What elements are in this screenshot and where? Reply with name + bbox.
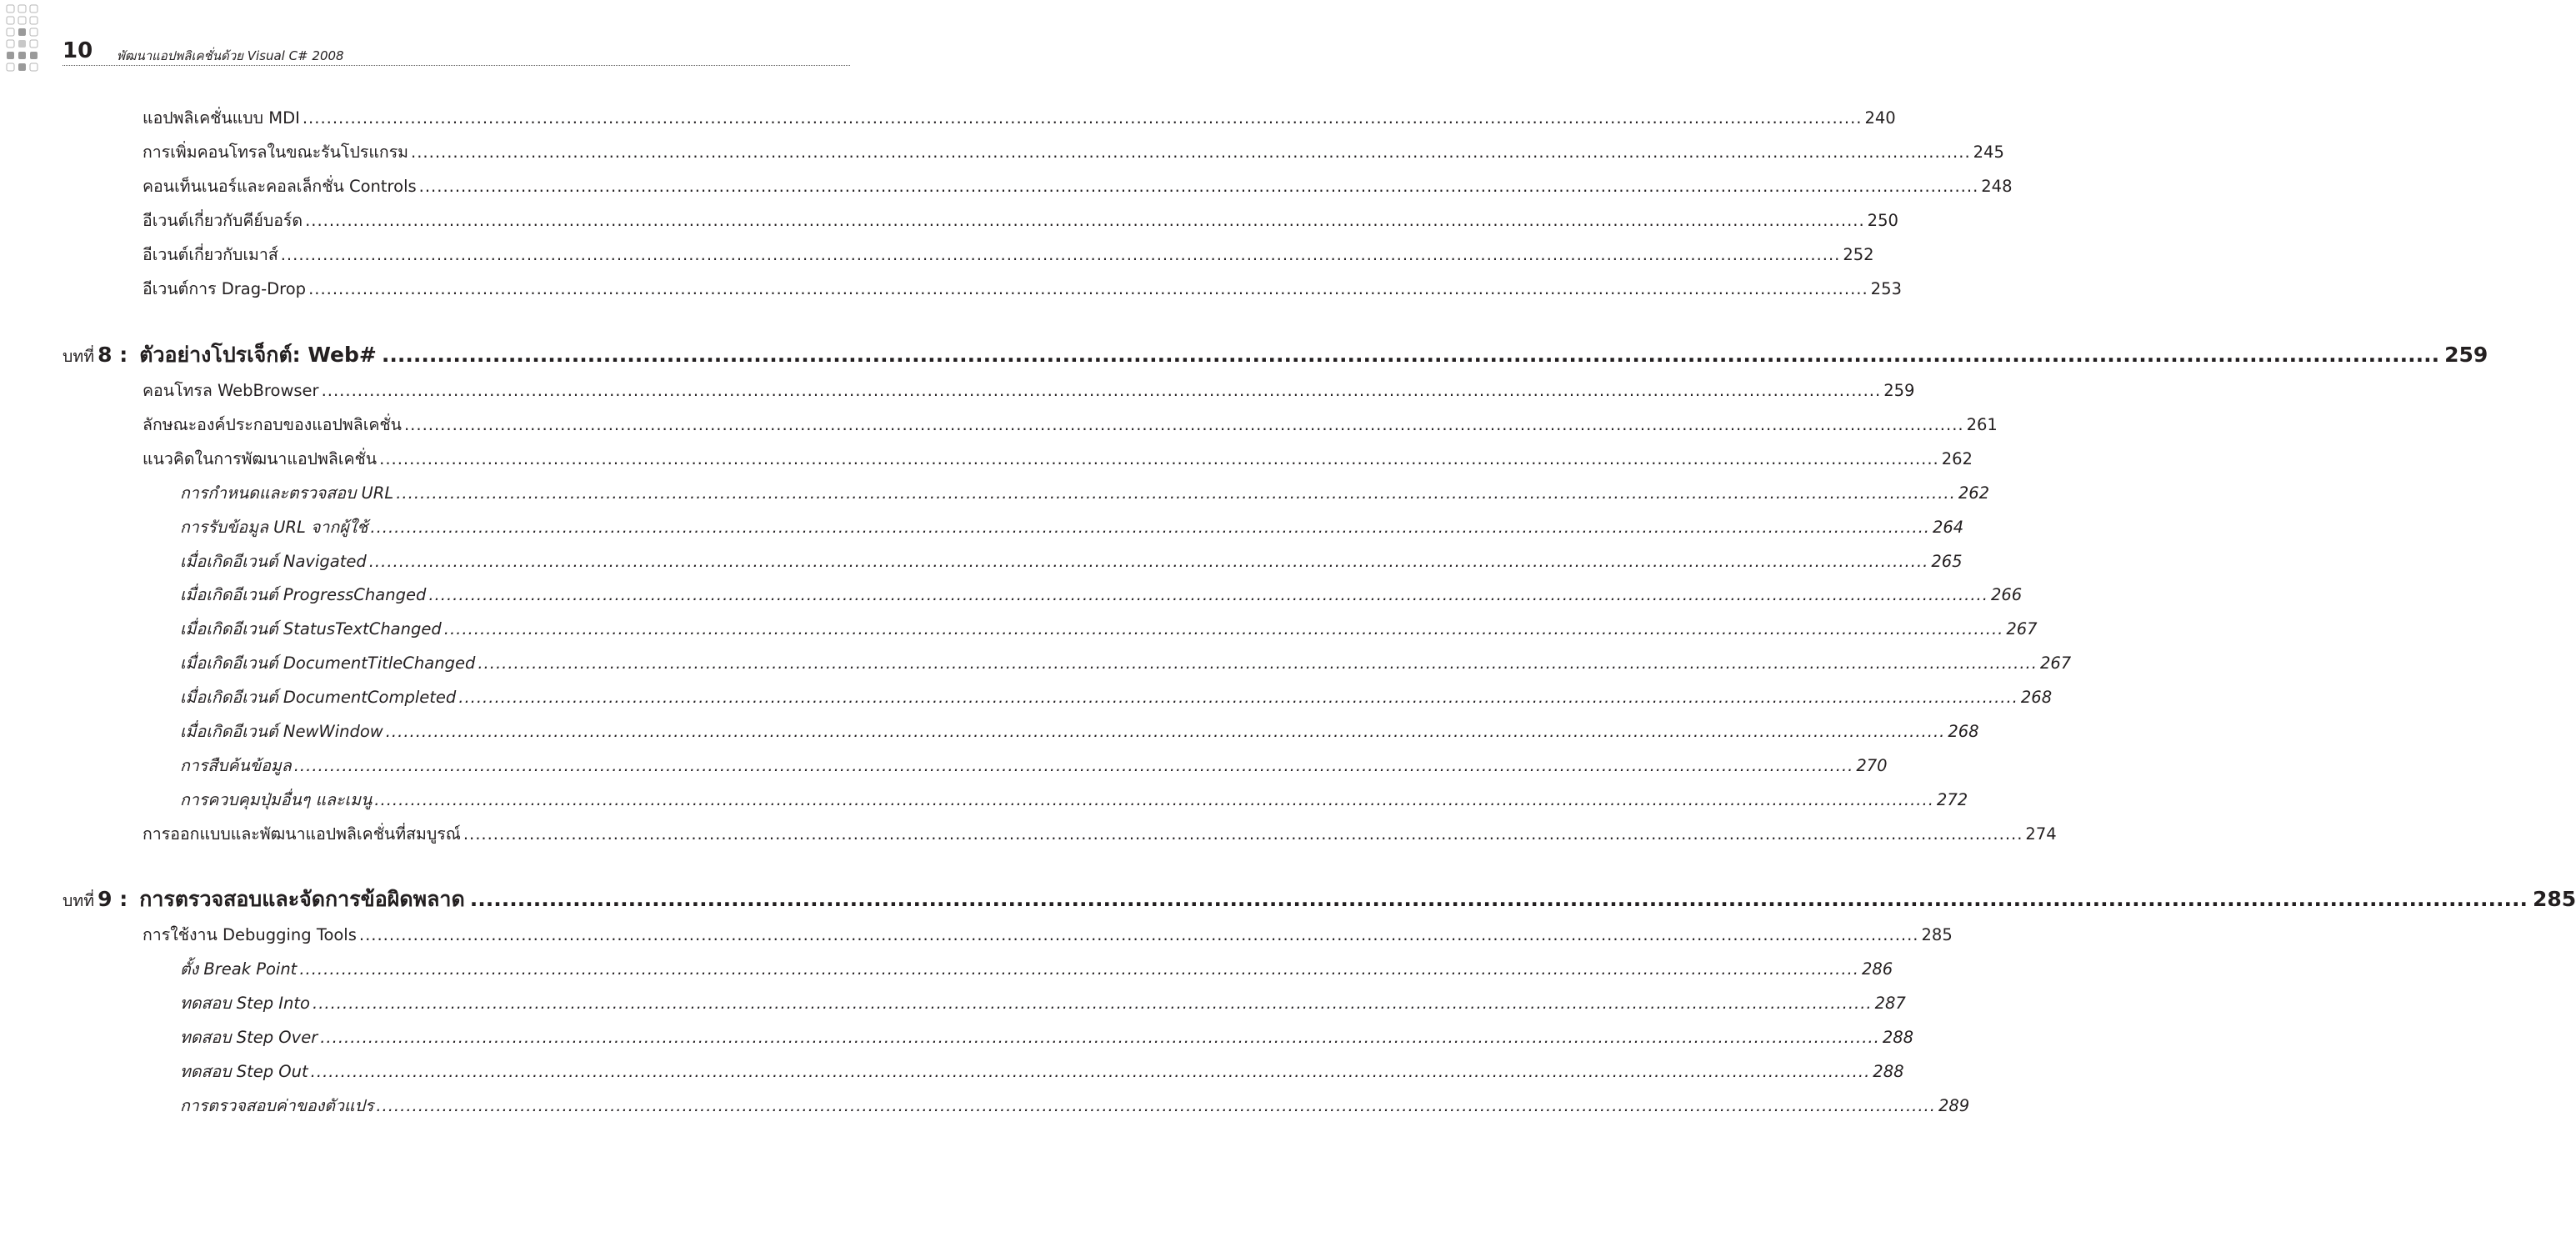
dot-leader: .................................................................................................................................................................................................................................................................... bbox=[443, 619, 2004, 639]
toc-entry-label: ตั้ง Break Point bbox=[180, 959, 298, 979]
page-header bbox=[63, 37, 850, 66]
dot-leader: .................................................................................................................................................................................................................................................................... bbox=[310, 1061, 1871, 1081]
toc-entry-page: 262 bbox=[1958, 483, 1990, 503]
toc-entry-page: 259 bbox=[1883, 381, 1915, 400]
toc-subentry[interactable] bbox=[180, 1025, 1914, 1050]
toc-entry-page: 287 bbox=[1874, 993, 1906, 1013]
toc-entry-label: การใช้งาน Debugging Tools bbox=[143, 925, 357, 944]
dot-leader: .................................................................................................................................................................................................................................................................... bbox=[299, 959, 1859, 979]
dot-leader: .................................................................................................................................................................................................................................................................... bbox=[302, 108, 1863, 128]
toc-entry-page: 288 bbox=[1873, 1061, 1904, 1081]
toc-subentry[interactable] bbox=[180, 1094, 1970, 1119]
toc-entry-label: ทดสอบ Step Out bbox=[180, 1061, 308, 1081]
toc-entry[interactable] bbox=[143, 822, 2057, 847]
toc-entry-page: 272 bbox=[1936, 789, 1968, 809]
toc-entry[interactable] bbox=[143, 174, 2013, 199]
dot-leader: .................................................................................................................................................................................................................................................................... bbox=[379, 448, 1939, 468]
toc-entry-page: 265 bbox=[1931, 551, 1963, 571]
toc-entry-page: 250 bbox=[1867, 210, 1898, 230]
toc-subentry[interactable] bbox=[180, 583, 2023, 608]
chapter-number: 9 : bbox=[98, 887, 128, 911]
dot-leader: .................................................................................................................................................................................................................................................................... bbox=[376, 1095, 1936, 1115]
toc-entry-page: 253 bbox=[1870, 278, 1902, 298]
toc-entry-label: การเพิ่มคอนโทรลในขณะรันโปรแกรม bbox=[143, 142, 409, 162]
toc-entry-label: แนวคิดในการพัฒนาแอปพลิเคชั่น bbox=[143, 448, 378, 468]
dot-leader: .................................................................................................................................................................................................................................................................... bbox=[478, 654, 2038, 674]
toc-entry-page: 252 bbox=[1843, 244, 1874, 264]
chapter-page: 259 bbox=[2444, 343, 2488, 367]
toc-entry-label: คอนเท็นเนอร์และคอลเล็กชั่น Controls bbox=[143, 176, 417, 196]
toc-entry-label: เมื่อเกิดอีเวนต์ Navigated bbox=[180, 551, 367, 571]
chapter-number: 8 : bbox=[98, 343, 128, 367]
chapter-prefix: บทที่ bbox=[63, 347, 95, 366]
chapter-page: 285 bbox=[2532, 887, 2576, 911]
dot-leader: .................................................................................................................................................................................................................................................................... bbox=[381, 343, 2440, 367]
dot-leader: .................................................................................................................................................................................................................................................................... bbox=[411, 142, 1971, 162]
toc-subentry[interactable] bbox=[180, 957, 1893, 982]
toc-subentry[interactable] bbox=[180, 515, 1964, 540]
toc-entry-label: ทดสอบ Step Over bbox=[180, 1027, 318, 1047]
toc-subentry[interactable] bbox=[180, 685, 2053, 710]
toc-entry-label: เมื่อเกิดอีเวนต์ StatusTextChanged bbox=[180, 619, 442, 639]
dot-leader: .................................................................................................................................................................................................................................................................... bbox=[368, 551, 1929, 571]
dot-leader: .................................................................................................................................................................................................................................................................... bbox=[320, 1027, 1880, 1047]
dot-leader: .................................................................................................................................................................................................................................................................... bbox=[374, 789, 1934, 809]
toc-subentry[interactable] bbox=[180, 1059, 1904, 1084]
toc-entry-label: การรับข้อมูล URL จากผู้ใช้ bbox=[180, 517, 368, 537]
toc-entry-label: การสืบค้นข้อมูล bbox=[180, 755, 292, 775]
toc-entry-page: 261 bbox=[1966, 414, 1998, 434]
book-title: พัฒนาแอปพลิเคชั่นด้วย Visual C# 2008 bbox=[117, 48, 344, 63]
toc-entry-page: 274 bbox=[2025, 824, 2057, 844]
chapter-title: การตรวจสอบและจัดการข้อผิดพลาด bbox=[139, 887, 465, 911]
toc-entry-label: อีเวนต์เกี่ยวกับเมาส์ bbox=[143, 244, 278, 264]
toc-entry-label: เมื่อเกิดอีเวนต์ NewWindow bbox=[180, 722, 383, 741]
toc-entry[interactable] bbox=[143, 378, 1915, 403]
toc-subentry[interactable] bbox=[180, 991, 1906, 1016]
dot-leader: .................................................................................................................................................................................................................................................................... bbox=[308, 278, 1868, 298]
toc-entry[interactable] bbox=[143, 413, 1998, 438]
toc-entry[interactable] bbox=[143, 243, 1874, 268]
toc-entry-label: ลักษณะองค์ประกอบของแอปพลิเคชั่น bbox=[143, 414, 402, 434]
toc-entry[interactable] bbox=[143, 208, 1898, 233]
toc-subentry[interactable] bbox=[180, 651, 2072, 676]
toc-entry-label: การควบคุมปุ่มอื่นๆ และเมนู bbox=[180, 789, 373, 809]
toc-entry-page: 245 bbox=[1973, 142, 2004, 162]
toc-entry-label: การตรวจสอบค่าของตัวแปร bbox=[180, 1095, 374, 1115]
toc-entry-page: 240 bbox=[1864, 108, 1896, 128]
dot-leader: .................................................................................................................................................................................................................................................................... bbox=[428, 585, 1988, 605]
toc-entry-page: 267 bbox=[2039, 654, 2072, 674]
toc-entry[interactable] bbox=[143, 106, 1896, 131]
toc-entry-page: 285 bbox=[1921, 925, 1953, 944]
toc-entry-page: 264 bbox=[1932, 517, 1964, 537]
toc-entry-label: แอปพลิเคชั่นแบบ MDI bbox=[143, 108, 300, 128]
toc-entry-label: อีเวนต์เกี่ยวกับคีย์บอร์ด bbox=[143, 210, 303, 230]
toc-entry-label: การกำหนดและตรวจสอบ URL bbox=[180, 483, 394, 503]
chapter-heading[interactable] bbox=[63, 338, 2488, 372]
toc-entry-label: เมื่อเกิดอีเวนต์ ProgressChanged bbox=[180, 585, 427, 605]
toc-entry-label: เมื่อเกิดอีเวนต์ DocumentTitleChanged bbox=[180, 654, 476, 674]
toc-entry-label: การออกแบบและพัฒนาแอปพลิเคชั่นที่สมบูรณ์ bbox=[143, 824, 461, 844]
dot-leader: .................................................................................................................................................................................................................................................................... bbox=[469, 887, 2528, 911]
toc-entry[interactable] bbox=[143, 277, 1902, 302]
dot-leader: .................................................................................................................................................................................................................................................................... bbox=[313, 993, 1873, 1013]
toc-entry-page: 266 bbox=[1990, 585, 2023, 605]
dot-leader: .................................................................................................................................................................................................................................................................... bbox=[396, 483, 1956, 503]
toc-entry-page: 248 bbox=[1981, 176, 2013, 196]
toc-subentry[interactable] bbox=[180, 481, 1990, 506]
toc-entry-page: 270 bbox=[1856, 755, 1888, 775]
toc-subentry[interactable] bbox=[180, 617, 2038, 642]
toc-entry-page: 288 bbox=[1882, 1027, 1914, 1047]
dot-leader: .................................................................................................................................................................................................................................................................... bbox=[385, 722, 1946, 741]
toc-entry-page: 267 bbox=[2006, 619, 2038, 639]
toc-entry-page: 286 bbox=[1861, 959, 1893, 979]
chapter-prefix: บทที่ bbox=[63, 891, 95, 910]
toc-entry-label: เมื่อเกิดอีเวนต์ DocumentCompleted bbox=[180, 688, 457, 708]
dot-leader: .................................................................................................................................................................................................................................................................... bbox=[293, 755, 1854, 775]
dot-leader: .................................................................................................................................................................................................................................................................... bbox=[305, 210, 1865, 230]
page-number: 10 bbox=[63, 38, 93, 63]
toc-entry-page: 268 bbox=[1948, 722, 1979, 741]
dot-leader: .................................................................................................................................................................................................................................................................... bbox=[280, 244, 1841, 264]
toc-subentry[interactable] bbox=[180, 788, 1968, 813]
dot-leader: .................................................................................................................................................................................................................................................................... bbox=[358, 925, 1919, 944]
toc-entry-label: คอนโทรล WebBrowser bbox=[143, 381, 319, 400]
chapter-title: ตัวอย่างโปรเจ็กต์: Web# bbox=[139, 343, 377, 367]
dot-leader: .................................................................................................................................................................................................................................................................... bbox=[458, 688, 2018, 708]
chapter-heading[interactable] bbox=[63, 883, 2576, 916]
dot-leader: .................................................................................................................................................................................................................................................................... bbox=[463, 824, 2023, 844]
toc-entry-page: 268 bbox=[2020, 688, 2053, 708]
dot-leader: .................................................................................................................................................................................................................................................................... bbox=[418, 176, 1979, 196]
toc-subentry[interactable] bbox=[180, 754, 1888, 779]
corner-dots-decoration bbox=[5, 3, 47, 78]
toc-subentry[interactable] bbox=[180, 549, 1963, 574]
dot-leader: .................................................................................................................................................................................................................................................................... bbox=[321, 381, 1882, 400]
toc-entry[interactable] bbox=[143, 923, 1953, 948]
dot-leader: .................................................................................................................................................................................................................................................................... bbox=[370, 517, 1930, 537]
dot-leader: .................................................................................................................................................................................................................................................................... bbox=[403, 414, 1964, 434]
toc-entry-label: ทดสอบ Step Into bbox=[180, 993, 310, 1013]
toc-entry[interactable] bbox=[143, 447, 1973, 472]
toc-entry-page: 262 bbox=[1941, 448, 1973, 468]
toc-entry-label: อีเวนต์การ Drag-Drop bbox=[143, 278, 307, 298]
toc-subentry[interactable] bbox=[180, 719, 1979, 744]
toc-entry[interactable] bbox=[143, 140, 2004, 165]
toc-entry-page: 289 bbox=[1938, 1095, 1970, 1115]
